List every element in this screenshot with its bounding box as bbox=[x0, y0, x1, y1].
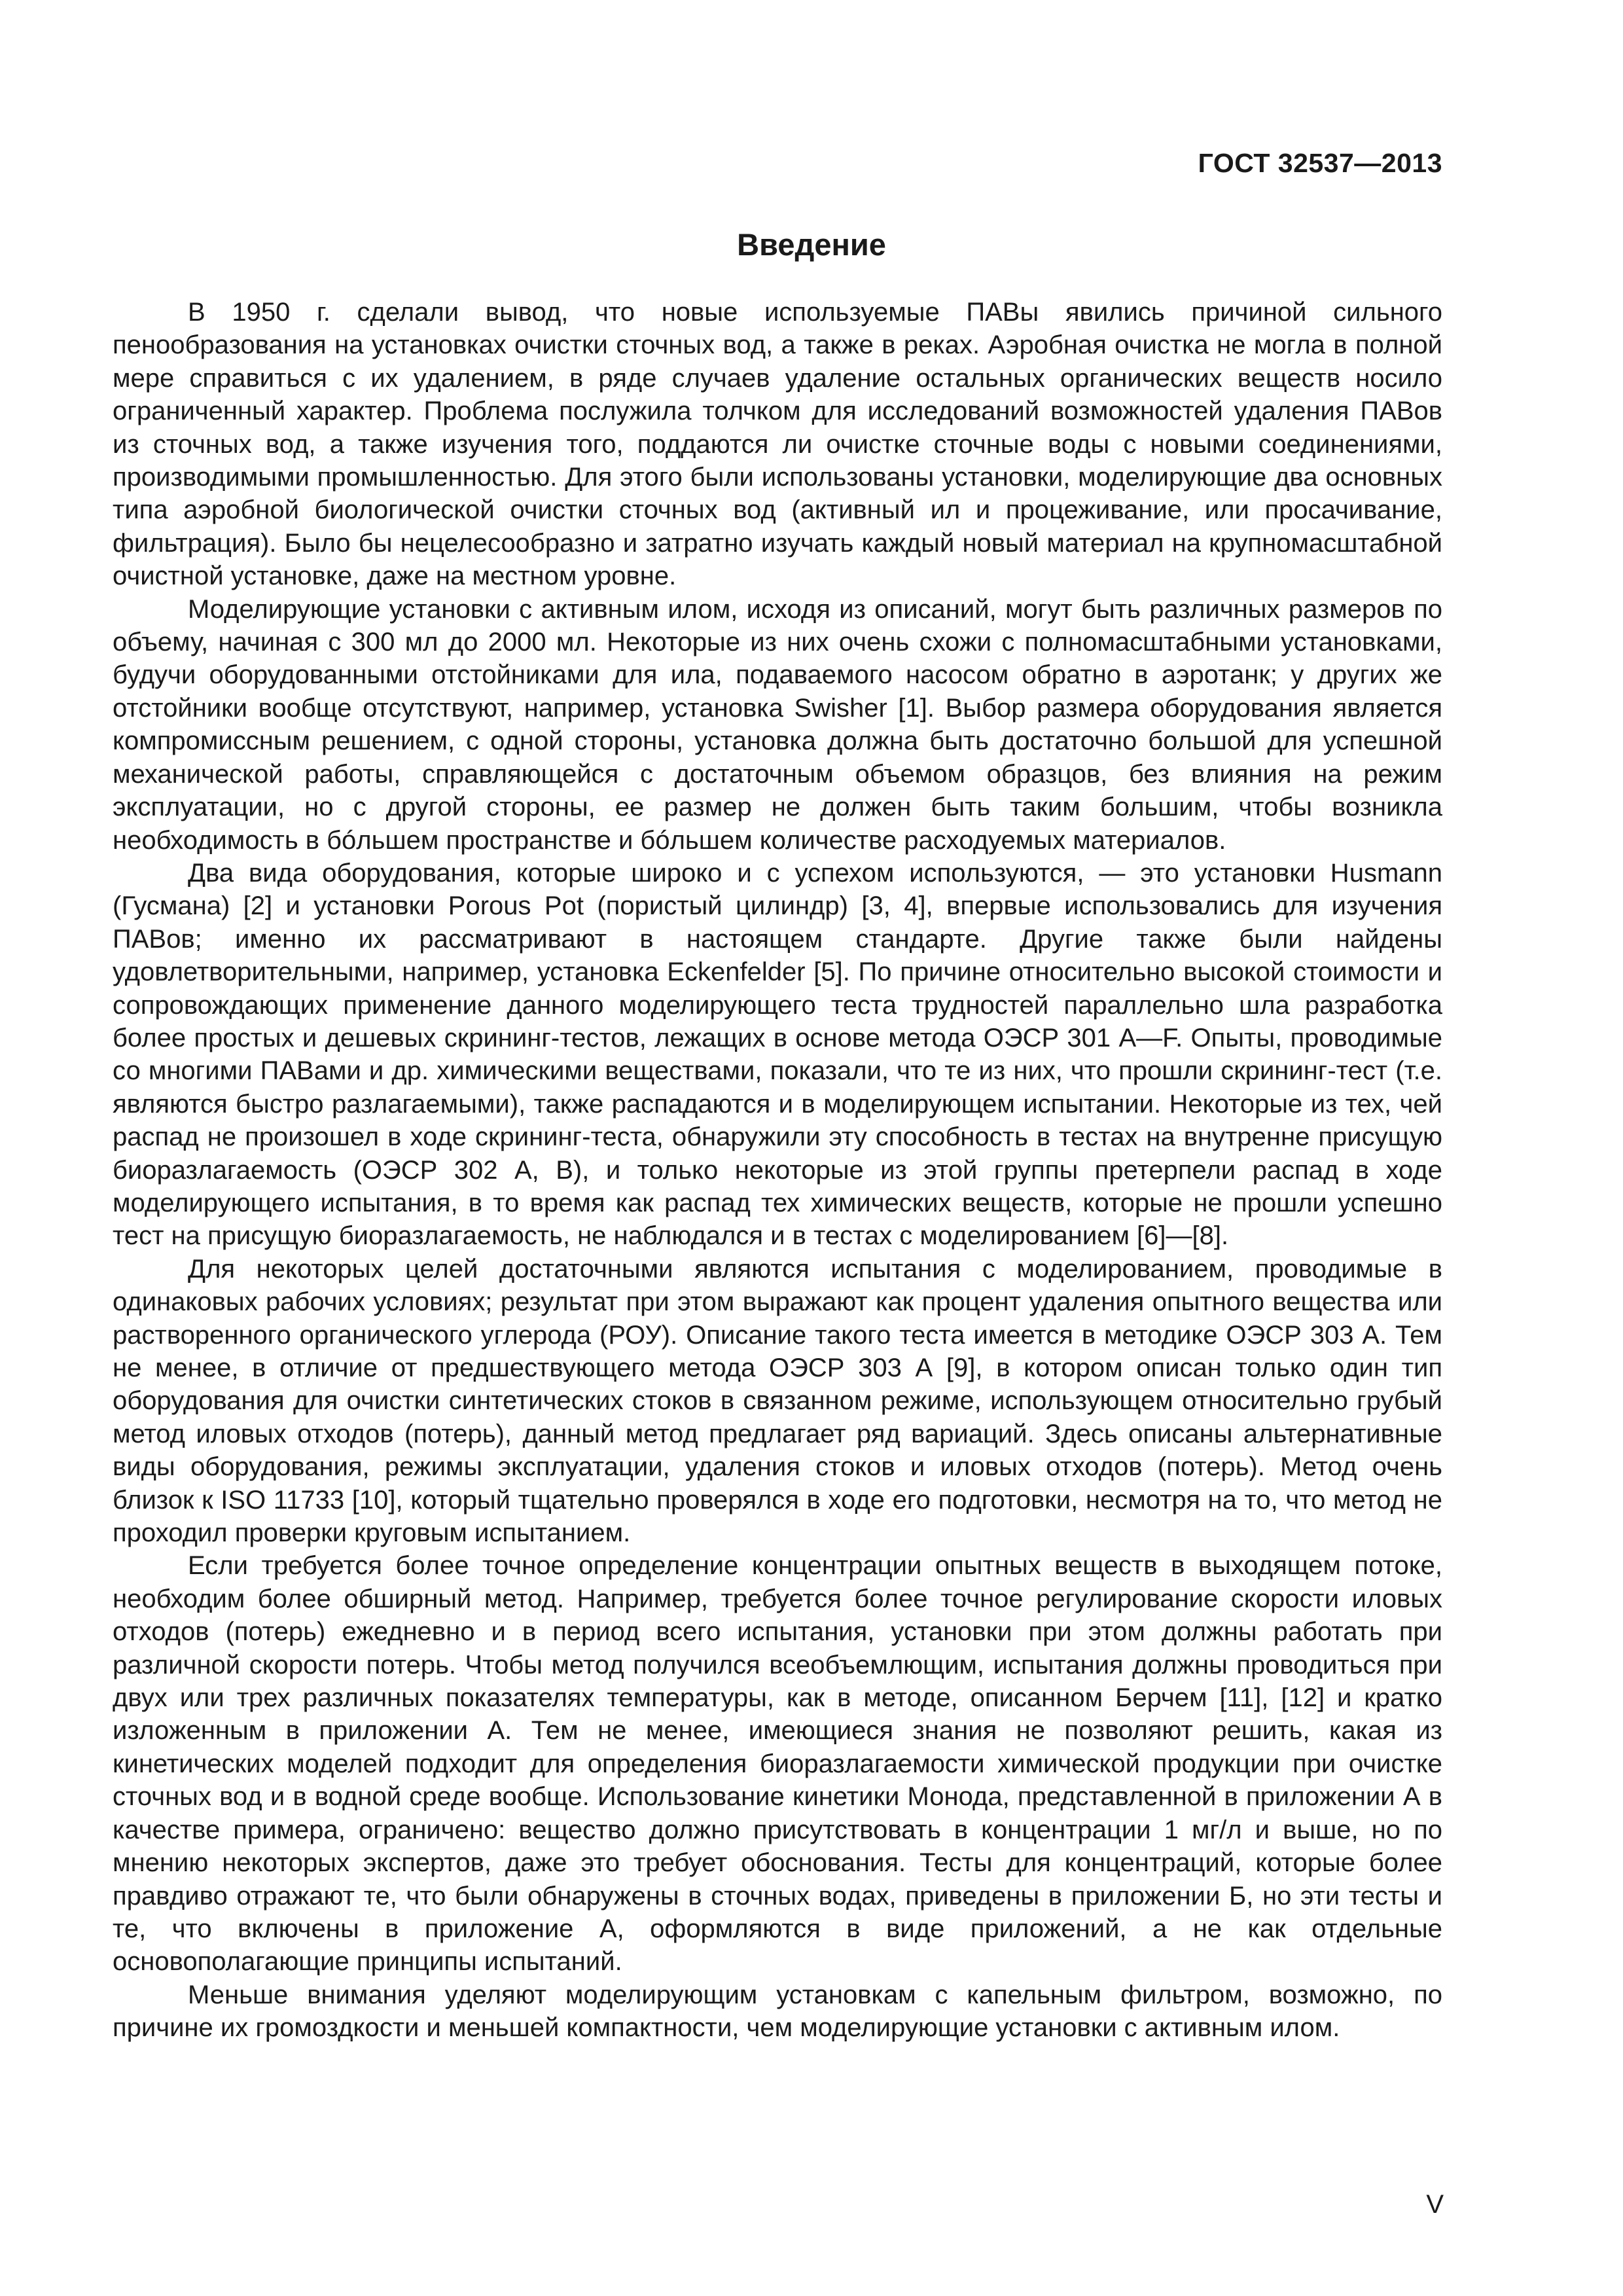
paragraph-1: В 1950 г. сделали вывод, что новые используемые ПАВы явились причиной сильного пенообразования на установках очистки сточных вод, а также в реках. Аэробная очистка не могла в полной мере справиться с их удалением, в ряде случаев удаление остальных органических веществ носило ограниченный характер. Проблема послужила толчком для исследований возможностей удаления ПАВов из сточных вод, а также изучения того, поддаются ли очистке сточные воды с новыми соединениями, производимыми промышленностью. Для этого были использованы установки, моделирующие два основных типа аэробной биологической очистки сточных вод (активный ил и процеживание, или просачивание, фильтрация). Было бы нецелесообразно и затратно изучать каждый новый материал на крупномасштабной очистной установке, даже на местном уровне. bbox=[113, 298, 1442, 591]
paragraph-3: Два вида оборудования, которые широко и с успехом используются, — это установки Husmann (Гусмана) [2] и установки Porous Pot (пористый цилиндр) [3, 4], впервые использовались для изучения ПАВов; именно их рассматривают в настоящем стандарте. Другие также были найдены удовлетворительными, например, установка Eckenfelder [5]. По причине относительно высокой стоимости и сопровождающих применение данного моделирующего теста трудностей параллельно шла разработка более простых и дешевых скрининг-тестов, лежащих в основе метода ОЭСР 301 А—F. Опыты, проводимые со многими ПАВами и др. химическими веществами, показали, что те из них, что прошли скрининг-тест (т.е. являются быстро разлагаемыми), также распадаются и в моделирующем испытании. Некоторые из тех, чей распад не произошел в ходе скрининг-теста, обнаружили эту способность в тестах на внутренне присущую биоразлагаемость (ОЭСР 302 А, В), и только некоторые из этой группы претерпели распад в ходе моделирующего испытания, в то время как распад тех химических веществ, которые не прошли успешно тест на присущую биоразлагаемость, не наблюдался и в тестах с моделированием [6]—[8]. bbox=[113, 858, 1442, 1251]
paragraph-2: Моделирующие установки с активным илом, исходя из описаний, могут быть различных размеров по объему, начиная с 300 мл до 2000 мл. Некоторые из них очень схожи с полномасштабными установками, будучи оборудованными отстойниками для ила, подаваемого насосом обратно в аэротанк; у других же отстойники вообще отсутствуют, например, установка Swisher [1]. Выбор размера оборудования является компромиссным решением, с одной стороны, установка должна быть достаточно большой для успешной механической работы, справляющейся с достаточным объемом образцов, без влияния на режим эксплуатации, но с другой стороны, ее размер не должен быть таким большим, чтобы возникла необходимость в бóльшем пространстве и бóльшем количестве расходуемых материалов. bbox=[113, 594, 1442, 855]
paragraph-6: Меньше внимания уделяют моделирующим установкам с капельным фильтром, возможно, по причине их громоздкости и меньшей компактности, чем моделирующие установки с активным илом. bbox=[113, 1980, 1442, 2043]
document-code: ГОСТ 32537—2013 bbox=[1198, 148, 1442, 178]
paragraph-4: Для некоторых целей достаточными являются испытания с моделированием, проводимые в одинаковых рабочих условиях; результат при этом выражают как процент удаления опытного вещества или растворенного органического углерода (РОУ). Описание такого теста имеется в методике ОЭСР 303 А. Тем не менее, в отличие от предшествующего метода ОЭСР 303 А [9], в котором описан только один тип оборудования для очистки синтетических стоков в связанном режиме, использующем относительно грубый метод иловых отходов (потерь), данный метод предлагает ряд вариаций. Здесь описаны альтернативные виды оборудования, режимы эксплуатации, удаления стоков и иловых отходов (потерь). Метод очень близок к ISO 11733 [10], который тщательно проверялся в ходе его подготовки, несмотря на то, что метод не проходил проверки круговым испытанием. bbox=[113, 1254, 1442, 1548]
page-title: Введение bbox=[737, 227, 886, 262]
body-text bbox=[113, 296, 1442, 2045]
paragraph-5: Если требуется более точное определение концентрации опытных веществ в выходящем потоке, необходим более обширный метод. Например, требуется более точное регулирование скорости иловых отходов (потерь) ежедневно и в период всего испытания, установки при этом должны работать при различной скорости потерь. Чтобы метод получился всеобъемлющим, испытания должны проводиться при двух или трех различных показателях температуры, как в методе, описанном Берчем [11], [12] и кратко изложенным в приложении А. Тем не менее, имеющиеся знания не позволяют решить, какая из кинетических моделей подходит для определения биоразлагаемости химической продукции при очистке сточных вод и в водной среде вообще. Использование кинетики Монода, представленной в приложении А в качестве примера, ограничено: вещество должно присутствовать в концентрации 1 мг/л и выше, но по мнению некоторых экспертов, даже это требует обоснования. Тесты для концентраций, которые более правдиво отражают те, что были обнаружены в сточных водах, приведены в приложении Б, но эти тесты и те, что включены в приложение А, оформляются в виде приложений, а не как отдельные основополагающие принципы испытаний. bbox=[113, 1551, 1442, 1977]
page-number: V bbox=[1426, 2190, 1444, 2219]
